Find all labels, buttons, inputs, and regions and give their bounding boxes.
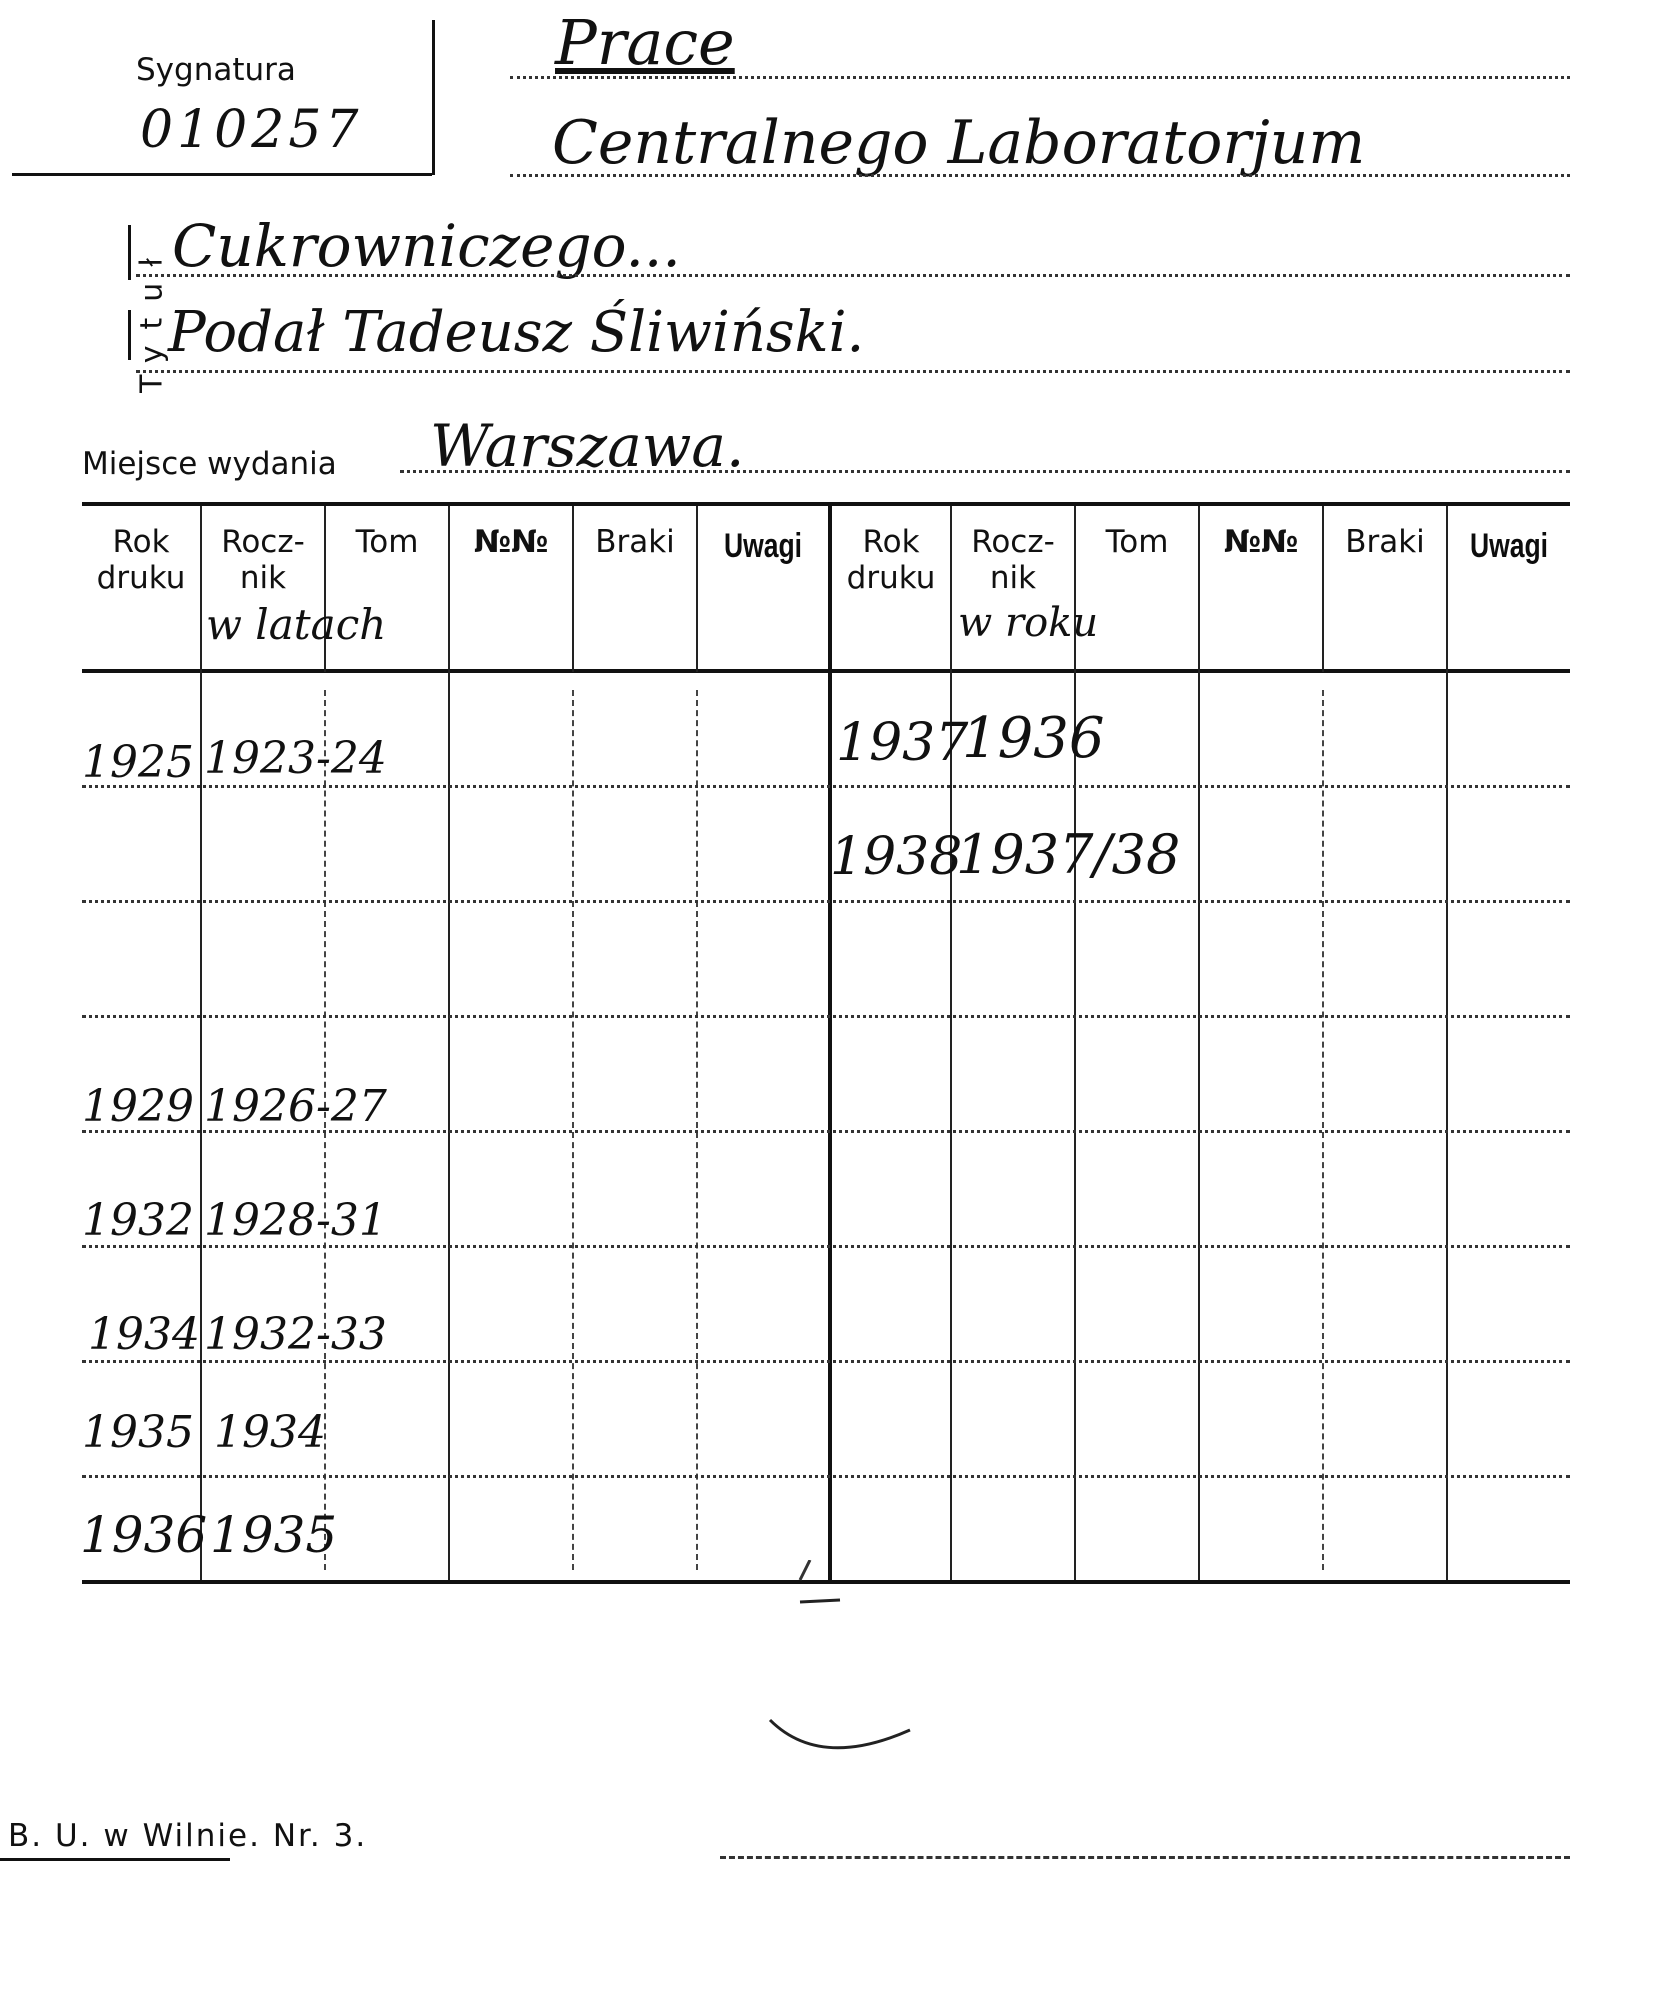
title-rule-2 (510, 174, 1570, 177)
right-row-1-rok: 1937 (836, 713, 969, 773)
right-row-1-rocznik: 1936 (962, 706, 1105, 771)
left-row-3-rocznik: 1928-31 (204, 1195, 387, 1246)
left-row-6-rocznik: 1935 (210, 1506, 338, 1564)
right-row-2-rok: 1938 (830, 827, 963, 887)
col-sep-r5 (1446, 506, 1448, 1580)
col-sep-r3 (1198, 506, 1200, 1580)
title-line-1: Prace (555, 6, 735, 79)
tytul-bracket-1 (128, 225, 131, 280)
row-rule-1 (82, 785, 1570, 788)
header-uwagi-left: Uwagi (723, 527, 803, 565)
col-sep-l3 (448, 506, 450, 1580)
header-uwagi-right: Uwagi (1469, 527, 1549, 565)
header-rocznik-note-right: w roku (958, 600, 1099, 646)
sygnatura-value: 010257 (140, 100, 363, 160)
row-rule-3 (82, 1015, 1570, 1018)
header-rok-druku-right: Rok druku (846, 524, 936, 596)
header-braki-right: Braki (1345, 524, 1425, 560)
header-nn-left: №№ (473, 524, 549, 560)
title-line-2: Centralnego Laboratorjum (552, 108, 1366, 178)
left-row-3-rok: 1932 (82, 1195, 194, 1246)
title-rule-1 (510, 76, 1570, 79)
row-rule-6 (82, 1360, 1570, 1363)
header-tom-left: Tom (355, 524, 419, 560)
table-top-rule (82, 502, 1570, 506)
sygnatura-divider (432, 20, 435, 175)
left-row-2-rocznik: 1926-27 (204, 1081, 387, 1132)
col-sep-l1 (200, 506, 202, 1580)
header-tom-right: Tom (1105, 524, 1169, 560)
header-nn-right: №№ (1223, 524, 1299, 560)
sygnatura-underline (12, 173, 432, 176)
right-row-2-rocznik: 1937/38 (956, 823, 1181, 886)
row-rule-2 (82, 900, 1570, 903)
left-row-5-rok: 1935 (82, 1407, 194, 1458)
col-sep-r2 (1074, 506, 1076, 1580)
col-sep-l5 (696, 506, 698, 672)
title-rule-3 (136, 274, 1570, 277)
header-braki-left: Braki (595, 524, 675, 560)
left-row-5-rocznik: 1934 (214, 1407, 326, 1458)
title-rule-4 (136, 370, 1570, 373)
miejsce-rule (400, 470, 1570, 473)
left-row-1-rocznik: 1923-24 (204, 733, 387, 784)
left-row-2-rok: 1929 (82, 1081, 194, 1132)
miejsce-value: Warszawa. (430, 412, 745, 480)
footer-rule-left (0, 1858, 230, 1861)
footer-rule-right (720, 1856, 1570, 1859)
row-rule-7 (82, 1475, 1570, 1478)
header-rok-druku-left: Rok druku (96, 524, 186, 596)
miejsce-label: Miejsce wydania (82, 446, 337, 482)
col-sep-r1 (950, 506, 952, 1580)
header-rocznik-left: Rocz- nik (221, 524, 305, 596)
left-row-1-rok: 1925 (82, 737, 194, 788)
table-header-rule (82, 669, 1570, 673)
left-row-4-rocznik: 1932-33 (204, 1309, 387, 1360)
sygnatura-label: Sygnatura (136, 52, 296, 88)
header-rocznik-note-left: w latach (206, 600, 387, 649)
tytul-vertical-label: Tytuł (134, 242, 170, 393)
header-rocznik-right: Rocz- nik (971, 524, 1055, 596)
left-row-4-rok: 1934 (88, 1309, 200, 1360)
title-line-4: Podał Tadeusz Śliwiński. (168, 300, 865, 365)
tytul-bracket-2 (128, 310, 131, 360)
table-center-divider (828, 506, 832, 1580)
title-line-3: Cukrowniczego... (172, 212, 681, 280)
pencil-mark (760, 1560, 960, 1780)
footer-imprint: B. U. w Wilnie. Nr. 3. (8, 1818, 368, 1854)
left-row-6-rok: 1936 (80, 1506, 208, 1564)
